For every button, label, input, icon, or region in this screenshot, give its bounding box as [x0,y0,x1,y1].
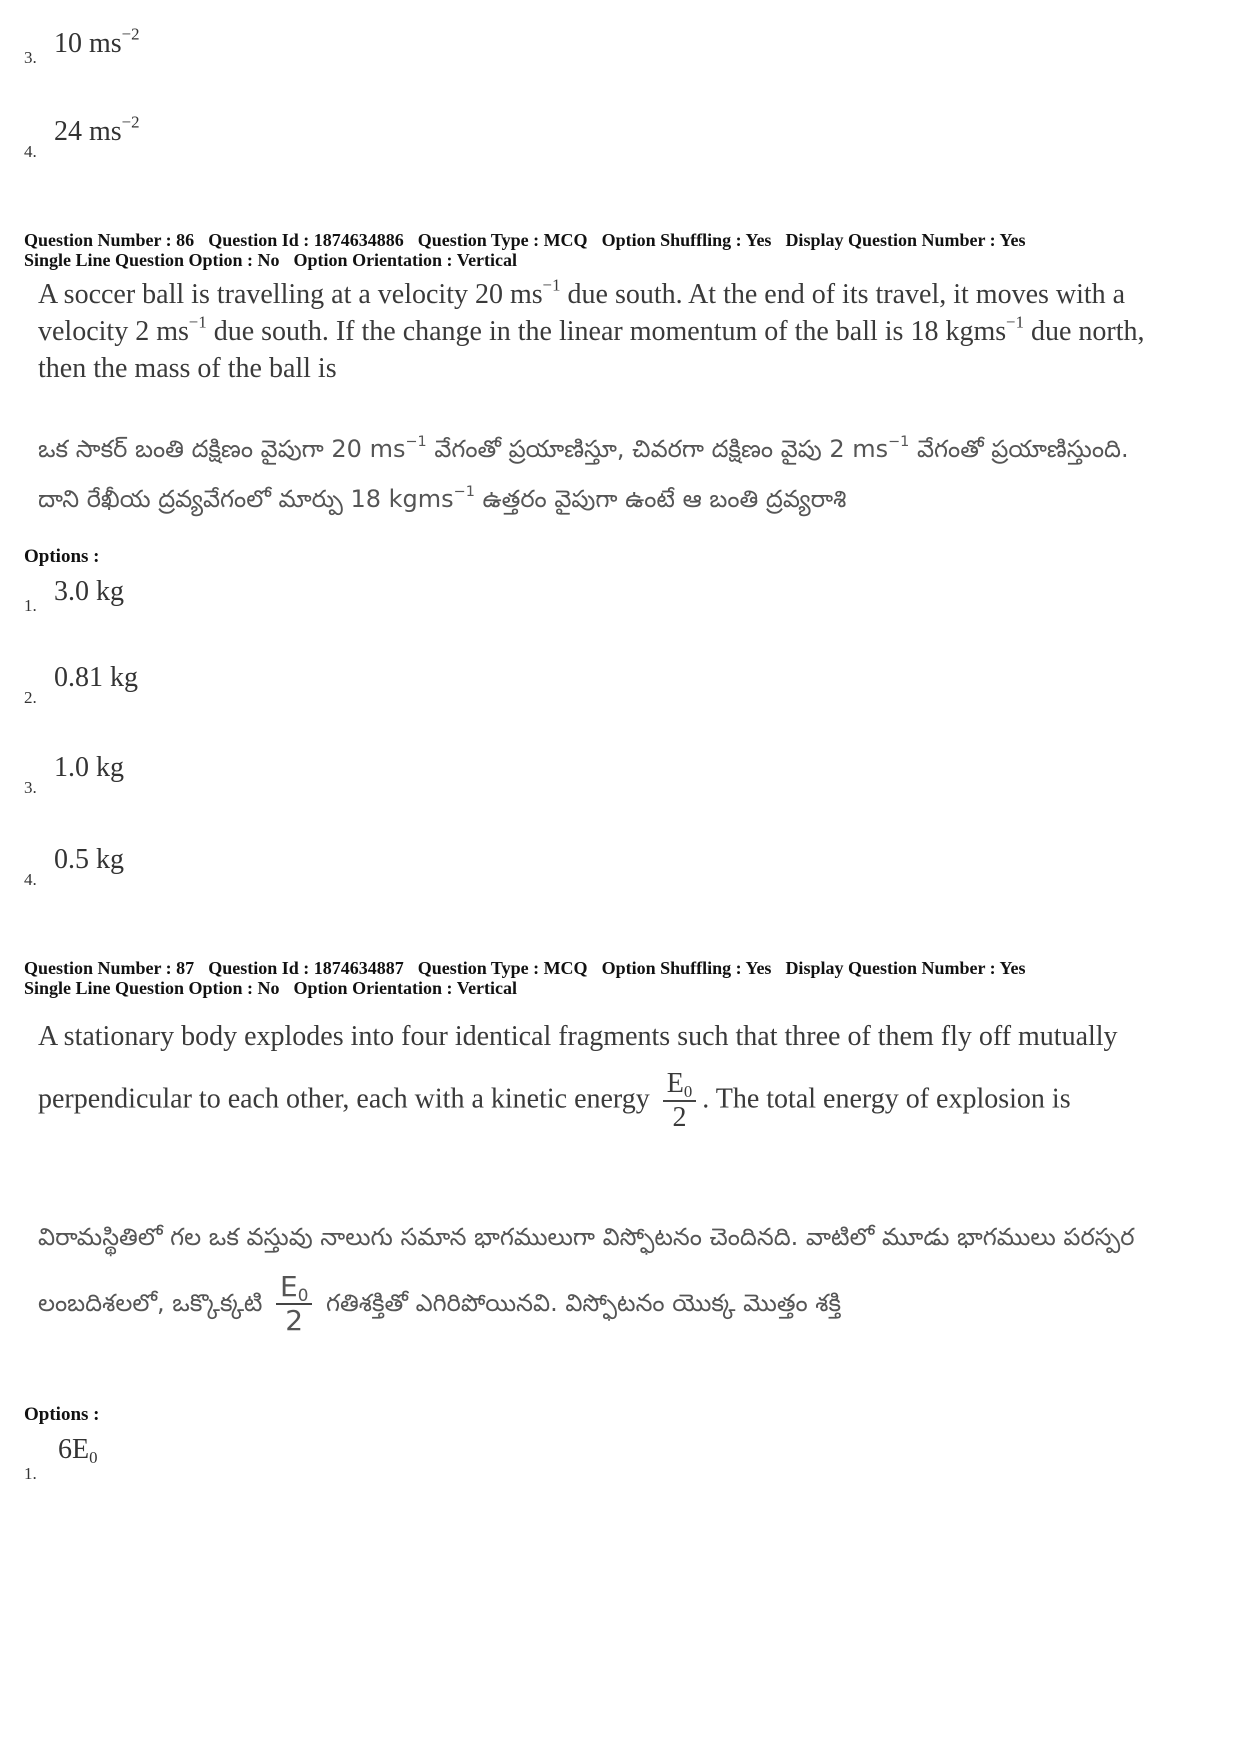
fraction-e0-over-2: $\frac{E_0}{2}$ [276,1271,312,1337]
q87-options-label: Options : [24,1404,100,1425]
q86-question-english: A soccer ball is travelling at a velocity 20 $ms^{-1}$ due south. At the end of its travel, it moves with a velocity 2 $ms^{-1}$ due south. If the change in the linear momentum of the ball is 18 kgms$^{-1}$ due north, then the mass of the ball is [38,275,1145,384]
option-number: 3. [24,778,37,797]
q87-question-telugu: విరామస్థితిలో గల ఒక వస్తువు నాలుగు సమాన భాగములుగా విస్ఫోటనం చెందినది. వాటిలో మూడు భాగములు పరస్పర లంబదిశలలో, ఒక్కొక్కటి $\frac{E_0}{2}$ గతిశక్తితో ఎగిరిపోయినవి. విస్ఫోటనం యొక్క మొత్తం శక్తి [38,1223,1135,1337]
option-number: 2. [24,688,37,707]
q87-meta: Question Number : 87 Question Id : 1874634887 Question Type : MCQ Option Shuffling : Yes Display Question Number : Yes Single Line Question Option : No Option Orientation : Vertical [24,958,1026,998]
option-number: 3. [24,48,37,67]
q86-question-telugu: ఒక సాకర్ బంతి దక్షిణం వైపుగా 20 $ms^{-1}$ వేగంతో ప్రయాణిస్తూ, చివరగా దక్షిణం వైపు 2 $ms^{-1}$ వేగంతో ప్రయాణిస్తుంది. దాని రేఖీయ ద్రవ్యవేగంలో మార్పు 18 kgms$^{-1}$ ఉత్తరం వైపుగా ఉంటే ఆ బంతి ద్రవ్యరాశి [38,434,1129,513]
option-value: 0.5 kg [54,844,124,875]
q86-meta: Question Number : 86 Question Id : 1874634886 Question Type : MCQ Option Shuffling : Yes Display Question Number : Yes Single Line Question Option : No Option Orientation : Vertical [24,230,1026,270]
option-value: 24 $ms^{-2}$ [54,112,140,147]
option-value: 10 $ms^{-2}$ [54,24,140,59]
option-number: 1. [24,1464,37,1483]
option-number: 4. [24,142,37,161]
fraction-e0-over-2: $\frac{E_0}{2}$ [663,1068,697,1134]
q86-options-label: Options : [24,546,100,567]
option-number: 1. [24,596,37,615]
option-value: 0.81 kg [54,662,138,693]
option-value: 1.0 kg [54,752,124,783]
q87-question-english: A stationary body explodes into four identical fragments such that three of them fly off mutually perpendicular to each other, each with a kinetic energy $\frac{E_0}{2}$ . The total energy of explosion is [38,1021,1118,1133]
option-number: 4. [24,870,37,889]
option-value: 3.0 kg [54,576,124,607]
option-value: $6E_0$ [58,1434,98,1468]
